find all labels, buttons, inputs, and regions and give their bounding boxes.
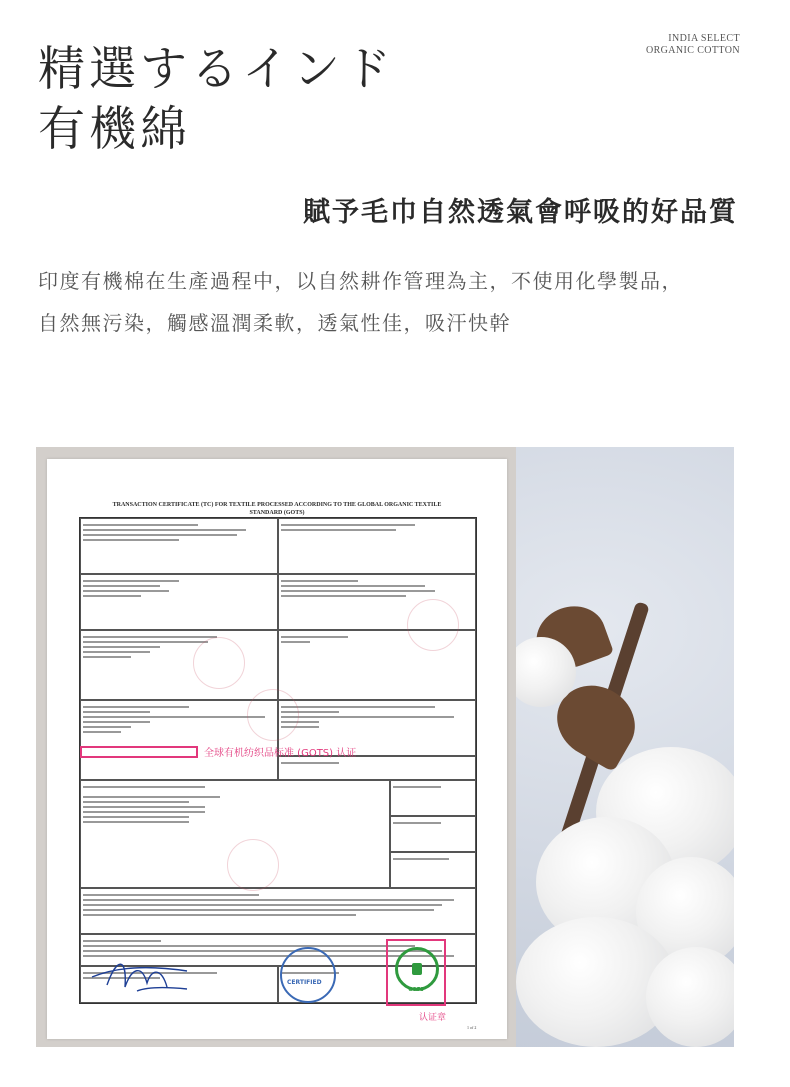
gots-logo	[395, 947, 439, 991]
certified-seal-text: CERTIFIED	[287, 979, 322, 986]
shirt-icon	[412, 963, 422, 975]
certificate-cell	[390, 780, 476, 816]
certificate-table	[79, 517, 477, 1004]
certificate-frame	[36, 447, 516, 1047]
signature	[87, 947, 197, 997]
description-line-1: 印度有機棉在生產過程中，以自然耕作管理為主，不使用化學製品，	[38, 269, 683, 293]
certificate-cell	[390, 816, 476, 852]
description-line-2: 自然無污染，觸感溫潤柔軟，透氣性佳，吸汗快幹	[38, 311, 511, 335]
subtitle: 賦予毛巾自然透氣會呼吸的好品質	[303, 197, 738, 228]
watermark-logo	[407, 599, 459, 651]
description	[38, 260, 758, 344]
certificate-cell	[278, 756, 476, 780]
tag-line-2: ORGANIC COTTON	[645, 45, 740, 56]
certificate-cell	[80, 574, 278, 630]
title-line-1: 精選するインド	[38, 42, 395, 97]
certificate-cell	[80, 888, 476, 934]
certificate-header-line-1: TRANSACTION CERTIFICATE (TC) FOR TEXTILE PROCESSED ACCORDING TO THE GLOBAL ORGANIC TEXTILE	[112, 502, 442, 508]
watermark-logo	[247, 689, 299, 741]
certificate-cell	[80, 630, 278, 700]
certified-seal	[280, 947, 336, 1003]
gots-stamp-text: GOTS	[408, 987, 424, 993]
title-line-2: 有機綿	[38, 102, 191, 157]
cotton-boll	[506, 637, 576, 707]
page-title	[38, 40, 395, 160]
certificate-cell	[278, 518, 476, 574]
gots-stamp-highlight	[386, 939, 446, 1006]
brand-tag	[646, 33, 740, 57]
certificate-cell	[390, 852, 476, 888]
stamp-caption: 认证章	[419, 1013, 447, 1023]
page-number: 1 of 2	[467, 1025, 477, 1030]
watermark-logo	[227, 839, 279, 891]
gots-callout-label: 全球有机纺织品标准 (GOTS) 认证	[204, 748, 357, 759]
tag-line-1: INDIA SELECT	[668, 33, 740, 44]
watermark-logo	[193, 637, 245, 689]
certificate-cell	[80, 518, 278, 574]
certificate-header	[67, 501, 487, 517]
gots-highlight-box	[80, 746, 198, 758]
certificate-document	[47, 459, 507, 1039]
certificate-header-line-2: STANDARD (GOTS)	[249, 510, 305, 516]
